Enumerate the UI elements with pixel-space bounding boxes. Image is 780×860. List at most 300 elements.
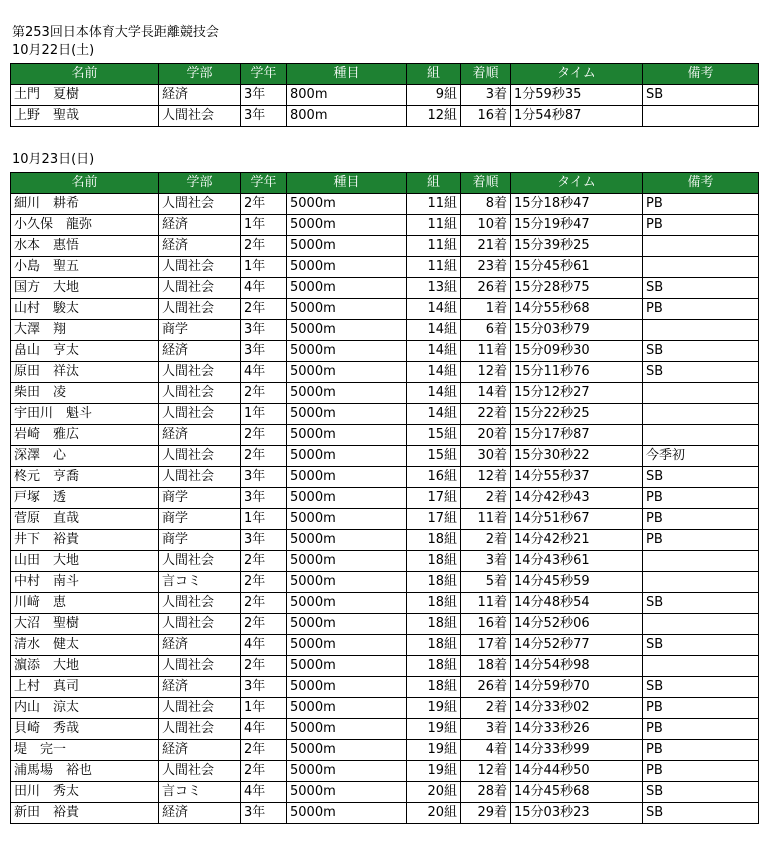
table-row bbox=[11, 236, 759, 257]
table-row bbox=[11, 677, 759, 698]
time-cell: 15分12秒27 bbox=[511, 383, 643, 404]
grade-cell: 3年 bbox=[241, 467, 287, 488]
grade-cell: 4年 bbox=[241, 719, 287, 740]
header-note: 備考 bbox=[643, 64, 759, 85]
time-cell: 14分55秒68 bbox=[511, 299, 643, 320]
place-cell: 2着 bbox=[461, 698, 511, 719]
faculty-cell: 商学 bbox=[159, 488, 241, 509]
time-cell: 14分42秒21 bbox=[511, 530, 643, 551]
event-cell: 5000m bbox=[287, 782, 407, 803]
place-cell: 26着 bbox=[461, 677, 511, 698]
place-cell: 3着 bbox=[461, 85, 511, 106]
name-cell: 山村 駿太 bbox=[11, 299, 159, 320]
time-cell: 15分28秒75 bbox=[511, 278, 643, 299]
event-cell: 5000m bbox=[287, 194, 407, 215]
time-cell: 15分45秒61 bbox=[511, 257, 643, 278]
name-cell: 原田 祥汰 bbox=[11, 362, 159, 383]
time-cell: 14分44秒50 bbox=[511, 761, 643, 782]
grade-cell: 2年 bbox=[241, 236, 287, 257]
time-cell: 14分33秒26 bbox=[511, 719, 643, 740]
place-cell: 2着 bbox=[461, 488, 511, 509]
grade-cell: 1年 bbox=[241, 698, 287, 719]
grade-cell: 4年 bbox=[241, 782, 287, 803]
time-cell: 14分48秒54 bbox=[511, 593, 643, 614]
table-row bbox=[11, 404, 759, 425]
note-cell bbox=[643, 614, 759, 635]
faculty-cell: 人間社会 bbox=[159, 593, 241, 614]
table-row bbox=[11, 509, 759, 530]
heat-cell: 19組 bbox=[407, 719, 461, 740]
section-date: 10月22日(土) bbox=[12, 43, 95, 58]
grade-cell: 1年 bbox=[241, 404, 287, 425]
event-cell: 5000m bbox=[287, 530, 407, 551]
grade-cell: 4年 bbox=[241, 635, 287, 656]
table-row bbox=[11, 488, 759, 509]
note-cell bbox=[643, 572, 759, 593]
grade-cell: 4年 bbox=[241, 278, 287, 299]
time-cell: 15分11秒76 bbox=[511, 362, 643, 383]
note-cell: 今季初 bbox=[643, 446, 759, 467]
faculty-cell: 経済 bbox=[159, 677, 241, 698]
name-cell: 上村 真司 bbox=[11, 677, 159, 698]
header-place: 着順 bbox=[461, 173, 511, 194]
header-time: タイム bbox=[511, 64, 643, 85]
note-cell: SB bbox=[643, 593, 759, 614]
faculty-cell: 人間社会 bbox=[159, 614, 241, 635]
table-row bbox=[11, 782, 759, 803]
event-cell: 800m bbox=[287, 85, 407, 106]
place-cell: 3着 bbox=[461, 719, 511, 740]
heat-cell: 12組 bbox=[407, 106, 461, 127]
heat-cell: 14組 bbox=[407, 362, 461, 383]
table-row bbox=[11, 215, 759, 236]
table-row bbox=[11, 719, 759, 740]
note-cell: PB bbox=[643, 215, 759, 236]
place-cell: 16着 bbox=[461, 614, 511, 635]
table-row bbox=[11, 572, 759, 593]
table-row bbox=[11, 194, 759, 215]
name-cell: 小久保 龍弥 bbox=[11, 215, 159, 236]
event-cell: 5000m bbox=[287, 488, 407, 509]
time-cell: 14分33秒02 bbox=[511, 698, 643, 719]
heat-cell: 14組 bbox=[407, 320, 461, 341]
grade-cell: 2年 bbox=[241, 551, 287, 572]
name-cell: 宇田川 魁斗 bbox=[11, 404, 159, 425]
note-cell: PB bbox=[643, 719, 759, 740]
name-cell: 川﨑 恵 bbox=[11, 593, 159, 614]
table-row bbox=[11, 614, 759, 635]
table-row bbox=[11, 551, 759, 572]
note-cell: SB bbox=[643, 362, 759, 383]
note-cell: SB bbox=[643, 278, 759, 299]
faculty-cell: 経済 bbox=[159, 215, 241, 236]
header-grade: 学年 bbox=[241, 64, 287, 85]
header-name: 名前 bbox=[11, 64, 159, 85]
faculty-cell: 人間社会 bbox=[159, 383, 241, 404]
time-cell: 14分42秒43 bbox=[511, 488, 643, 509]
heat-cell: 11組 bbox=[407, 215, 461, 236]
section-date: 10月23日(日) bbox=[12, 152, 95, 167]
faculty-cell: 人間社会 bbox=[159, 698, 241, 719]
time-cell: 15分18秒47 bbox=[511, 194, 643, 215]
grade-cell: 3年 bbox=[241, 320, 287, 341]
name-cell: 濵添 大地 bbox=[11, 656, 159, 677]
faculty-cell: 人間社会 bbox=[159, 467, 241, 488]
name-cell: 細川 耕希 bbox=[11, 194, 159, 215]
heat-cell: 14組 bbox=[407, 404, 461, 425]
time-cell: 1分54秒87 bbox=[511, 106, 643, 127]
faculty-cell: 人間社会 bbox=[159, 446, 241, 467]
name-cell: 水本 惠悟 bbox=[11, 236, 159, 257]
name-cell: 柴田 凌 bbox=[11, 383, 159, 404]
note-cell: SB bbox=[643, 803, 759, 824]
note-cell bbox=[643, 656, 759, 677]
time-cell: 14分51秒67 bbox=[511, 509, 643, 530]
grade-cell: 2年 bbox=[241, 656, 287, 677]
table-row bbox=[11, 593, 759, 614]
header-row bbox=[11, 64, 759, 85]
table-row bbox=[11, 299, 759, 320]
place-cell: 12着 bbox=[461, 467, 511, 488]
heat-cell: 14組 bbox=[407, 341, 461, 362]
note-cell: PB bbox=[643, 194, 759, 215]
note-cell bbox=[643, 257, 759, 278]
grade-cell: 2年 bbox=[241, 194, 287, 215]
header-event: 種目 bbox=[287, 173, 407, 194]
place-cell: 29着 bbox=[461, 803, 511, 824]
note-cell: PB bbox=[643, 698, 759, 719]
faculty-cell: 経済 bbox=[159, 425, 241, 446]
faculty-cell: 言コミ bbox=[159, 572, 241, 593]
event-cell: 5000m bbox=[287, 551, 407, 572]
time-cell: 15分19秒47 bbox=[511, 215, 643, 236]
event-cell: 5000m bbox=[287, 299, 407, 320]
time-cell: 14分45秒59 bbox=[511, 572, 643, 593]
event-cell: 5000m bbox=[287, 320, 407, 341]
name-cell: 貝崎 秀哉 bbox=[11, 719, 159, 740]
event-cell: 5000m bbox=[287, 446, 407, 467]
header-faculty: 学部 bbox=[159, 173, 241, 194]
grade-cell: 3年 bbox=[241, 530, 287, 551]
place-cell: 12着 bbox=[461, 761, 511, 782]
place-cell: 16着 bbox=[461, 106, 511, 127]
place-cell: 21着 bbox=[461, 236, 511, 257]
heat-cell: 15組 bbox=[407, 425, 461, 446]
table-row bbox=[11, 467, 759, 488]
faculty-cell: 人間社会 bbox=[159, 299, 241, 320]
table-row bbox=[11, 803, 759, 824]
event-cell: 5000m bbox=[287, 698, 407, 719]
grade-cell: 3年 bbox=[241, 488, 287, 509]
note-cell: SB bbox=[643, 677, 759, 698]
note-cell: SB bbox=[643, 782, 759, 803]
table-row bbox=[11, 740, 759, 761]
faculty-cell: 人間社会 bbox=[159, 106, 241, 127]
grade-cell: 2年 bbox=[241, 572, 287, 593]
event-cell: 5000m bbox=[287, 341, 407, 362]
note-cell: SB bbox=[643, 85, 759, 106]
faculty-cell: 人間社会 bbox=[159, 656, 241, 677]
event-cell: 5000m bbox=[287, 236, 407, 257]
name-cell: 深澤 心 bbox=[11, 446, 159, 467]
heat-cell: 19組 bbox=[407, 698, 461, 719]
faculty-cell: 経済 bbox=[159, 85, 241, 106]
faculty-cell: 人間社会 bbox=[159, 719, 241, 740]
table-row bbox=[11, 698, 759, 719]
faculty-cell: 人間社会 bbox=[159, 278, 241, 299]
note-cell: PB bbox=[643, 740, 759, 761]
grade-cell: 2年 bbox=[241, 614, 287, 635]
note-cell bbox=[643, 551, 759, 572]
place-cell: 11着 bbox=[461, 509, 511, 530]
heat-cell: 18組 bbox=[407, 572, 461, 593]
event-cell: 5000m bbox=[287, 257, 407, 278]
header-note: 備考 bbox=[643, 173, 759, 194]
place-cell: 8着 bbox=[461, 194, 511, 215]
event-cell: 5000m bbox=[287, 803, 407, 824]
header-grade: 学年 bbox=[241, 173, 287, 194]
table-row bbox=[11, 383, 759, 404]
name-cell: 堤 完一 bbox=[11, 740, 159, 761]
note-cell: PB bbox=[643, 509, 759, 530]
faculty-cell: 人間社会 bbox=[159, 194, 241, 215]
place-cell: 18着 bbox=[461, 656, 511, 677]
place-cell: 5着 bbox=[461, 572, 511, 593]
faculty-cell: 人間社会 bbox=[159, 761, 241, 782]
heat-cell: 18組 bbox=[407, 551, 461, 572]
heat-cell: 19組 bbox=[407, 740, 461, 761]
header-heat: 組 bbox=[407, 64, 461, 85]
header-name: 名前 bbox=[11, 173, 159, 194]
time-cell: 15分39秒25 bbox=[511, 236, 643, 257]
note-cell: PB bbox=[643, 761, 759, 782]
place-cell: 10着 bbox=[461, 215, 511, 236]
event-cell: 5000m bbox=[287, 572, 407, 593]
event-cell: 5000m bbox=[287, 278, 407, 299]
place-cell: 30着 bbox=[461, 446, 511, 467]
note-cell bbox=[643, 404, 759, 425]
name-cell: 大澤 翔 bbox=[11, 320, 159, 341]
heat-cell: 11組 bbox=[407, 194, 461, 215]
time-cell: 14分45秒68 bbox=[511, 782, 643, 803]
time-cell: 14分54秒98 bbox=[511, 656, 643, 677]
grade-cell: 2年 bbox=[241, 383, 287, 404]
heat-cell: 17組 bbox=[407, 509, 461, 530]
note-cell bbox=[643, 106, 759, 127]
note-cell bbox=[643, 236, 759, 257]
name-cell: 戸塚 透 bbox=[11, 488, 159, 509]
event-cell: 5000m bbox=[287, 509, 407, 530]
faculty-cell: 商学 bbox=[159, 320, 241, 341]
name-cell: 国方 大地 bbox=[11, 278, 159, 299]
time-cell: 14分33秒99 bbox=[511, 740, 643, 761]
grade-cell: 1年 bbox=[241, 509, 287, 530]
grade-cell: 4年 bbox=[241, 362, 287, 383]
event-cell: 5000m bbox=[287, 425, 407, 446]
heat-cell: 18組 bbox=[407, 656, 461, 677]
note-cell: SB bbox=[643, 635, 759, 656]
name-cell: 上野 聖哉 bbox=[11, 106, 159, 127]
name-cell: 土門 夏樹 bbox=[11, 85, 159, 106]
time-cell: 15分22秒25 bbox=[511, 404, 643, 425]
page-title: 第253回日本体育大学長距離競技会 bbox=[12, 25, 219, 40]
time-cell: 14分43秒61 bbox=[511, 551, 643, 572]
event-cell: 5000m bbox=[287, 656, 407, 677]
header-heat: 組 bbox=[407, 173, 461, 194]
header-time: タイム bbox=[511, 173, 643, 194]
faculty-cell: 人間社会 bbox=[159, 551, 241, 572]
grade-cell: 3年 bbox=[241, 85, 287, 106]
header-row bbox=[11, 173, 759, 194]
event-cell: 5000m bbox=[287, 761, 407, 782]
name-cell: 山田 大地 bbox=[11, 551, 159, 572]
header-event: 種目 bbox=[287, 64, 407, 85]
place-cell: 17着 bbox=[461, 635, 511, 656]
grade-cell: 2年 bbox=[241, 446, 287, 467]
name-cell: 内山 涼太 bbox=[11, 698, 159, 719]
time-cell: 15分03秒23 bbox=[511, 803, 643, 824]
time-cell: 15分17秒87 bbox=[511, 425, 643, 446]
place-cell: 23着 bbox=[461, 257, 511, 278]
heat-cell: 18組 bbox=[407, 530, 461, 551]
time-cell: 14分52秒06 bbox=[511, 614, 643, 635]
heat-cell: 20組 bbox=[407, 803, 461, 824]
header-place: 着順 bbox=[461, 64, 511, 85]
heat-cell: 18組 bbox=[407, 677, 461, 698]
table-row bbox=[11, 425, 759, 446]
grade-cell: 2年 bbox=[241, 761, 287, 782]
note-cell: PB bbox=[643, 488, 759, 509]
table-row bbox=[11, 106, 759, 127]
grade-cell: 3年 bbox=[241, 803, 287, 824]
results-table bbox=[10, 63, 759, 127]
event-cell: 5000m bbox=[287, 467, 407, 488]
heat-cell: 13組 bbox=[407, 278, 461, 299]
name-cell: 岩崎 雅広 bbox=[11, 425, 159, 446]
grade-cell: 2年 bbox=[241, 299, 287, 320]
name-cell: 田川 秀太 bbox=[11, 782, 159, 803]
name-cell: 小島 聖五 bbox=[11, 257, 159, 278]
name-cell: 菅原 直哉 bbox=[11, 509, 159, 530]
faculty-cell: 商学 bbox=[159, 530, 241, 551]
table-row bbox=[11, 341, 759, 362]
table-row bbox=[11, 362, 759, 383]
event-cell: 5000m bbox=[287, 593, 407, 614]
name-cell: 大沼 聖樹 bbox=[11, 614, 159, 635]
heat-cell: 18組 bbox=[407, 614, 461, 635]
event-cell: 5000m bbox=[287, 215, 407, 236]
faculty-cell: 商学 bbox=[159, 509, 241, 530]
heat-cell: 18組 bbox=[407, 635, 461, 656]
note-cell: PB bbox=[643, 299, 759, 320]
heat-cell: 20組 bbox=[407, 782, 461, 803]
time-cell: 15分30秒22 bbox=[511, 446, 643, 467]
event-cell: 5000m bbox=[287, 614, 407, 635]
heat-cell: 11組 bbox=[407, 236, 461, 257]
heat-cell: 18組 bbox=[407, 593, 461, 614]
faculty-cell: 経済 bbox=[159, 236, 241, 257]
faculty-cell: 人間社会 bbox=[159, 362, 241, 383]
table-row bbox=[11, 530, 759, 551]
grade-cell: 3年 bbox=[241, 106, 287, 127]
place-cell: 2着 bbox=[461, 530, 511, 551]
place-cell: 4着 bbox=[461, 740, 511, 761]
heat-cell: 16組 bbox=[407, 467, 461, 488]
place-cell: 3着 bbox=[461, 551, 511, 572]
heat-cell: 19組 bbox=[407, 761, 461, 782]
name-cell: 新田 裕貴 bbox=[11, 803, 159, 824]
faculty-cell: 経済 bbox=[159, 740, 241, 761]
heat-cell: 9組 bbox=[407, 85, 461, 106]
note-cell bbox=[643, 320, 759, 341]
note-cell bbox=[643, 425, 759, 446]
place-cell: 28着 bbox=[461, 782, 511, 803]
note-cell: SB bbox=[643, 341, 759, 362]
place-cell: 11着 bbox=[461, 341, 511, 362]
heat-cell: 15組 bbox=[407, 446, 461, 467]
table-row bbox=[11, 446, 759, 467]
table-row bbox=[11, 278, 759, 299]
note-cell: SB bbox=[643, 467, 759, 488]
header-faculty: 学部 bbox=[159, 64, 241, 85]
place-cell: 11着 bbox=[461, 593, 511, 614]
table-row bbox=[11, 320, 759, 341]
grade-cell: 2年 bbox=[241, 593, 287, 614]
name-cell: 浦馬場 裕也 bbox=[11, 761, 159, 782]
place-cell: 12着 bbox=[461, 362, 511, 383]
table-row bbox=[11, 635, 759, 656]
results-table bbox=[10, 172, 759, 824]
event-cell: 5000m bbox=[287, 362, 407, 383]
time-cell: 14分52秒77 bbox=[511, 635, 643, 656]
grade-cell: 1年 bbox=[241, 257, 287, 278]
faculty-cell: 人間社会 bbox=[159, 257, 241, 278]
table-row bbox=[11, 85, 759, 106]
time-cell: 14分55秒37 bbox=[511, 467, 643, 488]
place-cell: 20着 bbox=[461, 425, 511, 446]
time-cell: 15分09秒30 bbox=[511, 341, 643, 362]
table-row bbox=[11, 257, 759, 278]
time-cell: 15分03秒79 bbox=[511, 320, 643, 341]
note-cell bbox=[643, 383, 759, 404]
grade-cell: 1年 bbox=[241, 215, 287, 236]
event-cell: 5000m bbox=[287, 383, 407, 404]
place-cell: 6着 bbox=[461, 320, 511, 341]
faculty-cell: 言コミ bbox=[159, 782, 241, 803]
place-cell: 22着 bbox=[461, 404, 511, 425]
faculty-cell: 経済 bbox=[159, 341, 241, 362]
event-cell: 5000m bbox=[287, 404, 407, 425]
place-cell: 26着 bbox=[461, 278, 511, 299]
table-row bbox=[11, 761, 759, 782]
heat-cell: 14組 bbox=[407, 383, 461, 404]
event-cell: 5000m bbox=[287, 740, 407, 761]
event-cell: 5000m bbox=[287, 635, 407, 656]
place-cell: 14着 bbox=[461, 383, 511, 404]
heat-cell: 11組 bbox=[407, 257, 461, 278]
name-cell: 畠山 亨太 bbox=[11, 341, 159, 362]
time-cell: 1分59秒35 bbox=[511, 85, 643, 106]
name-cell: 井下 裕貴 bbox=[11, 530, 159, 551]
note-cell: PB bbox=[643, 530, 759, 551]
heat-cell: 14組 bbox=[407, 299, 461, 320]
name-cell: 清水 健太 bbox=[11, 635, 159, 656]
faculty-cell: 経済 bbox=[159, 803, 241, 824]
place-cell: 1着 bbox=[461, 299, 511, 320]
event-cell: 5000m bbox=[287, 677, 407, 698]
time-cell: 14分59秒70 bbox=[511, 677, 643, 698]
heat-cell: 17組 bbox=[407, 488, 461, 509]
